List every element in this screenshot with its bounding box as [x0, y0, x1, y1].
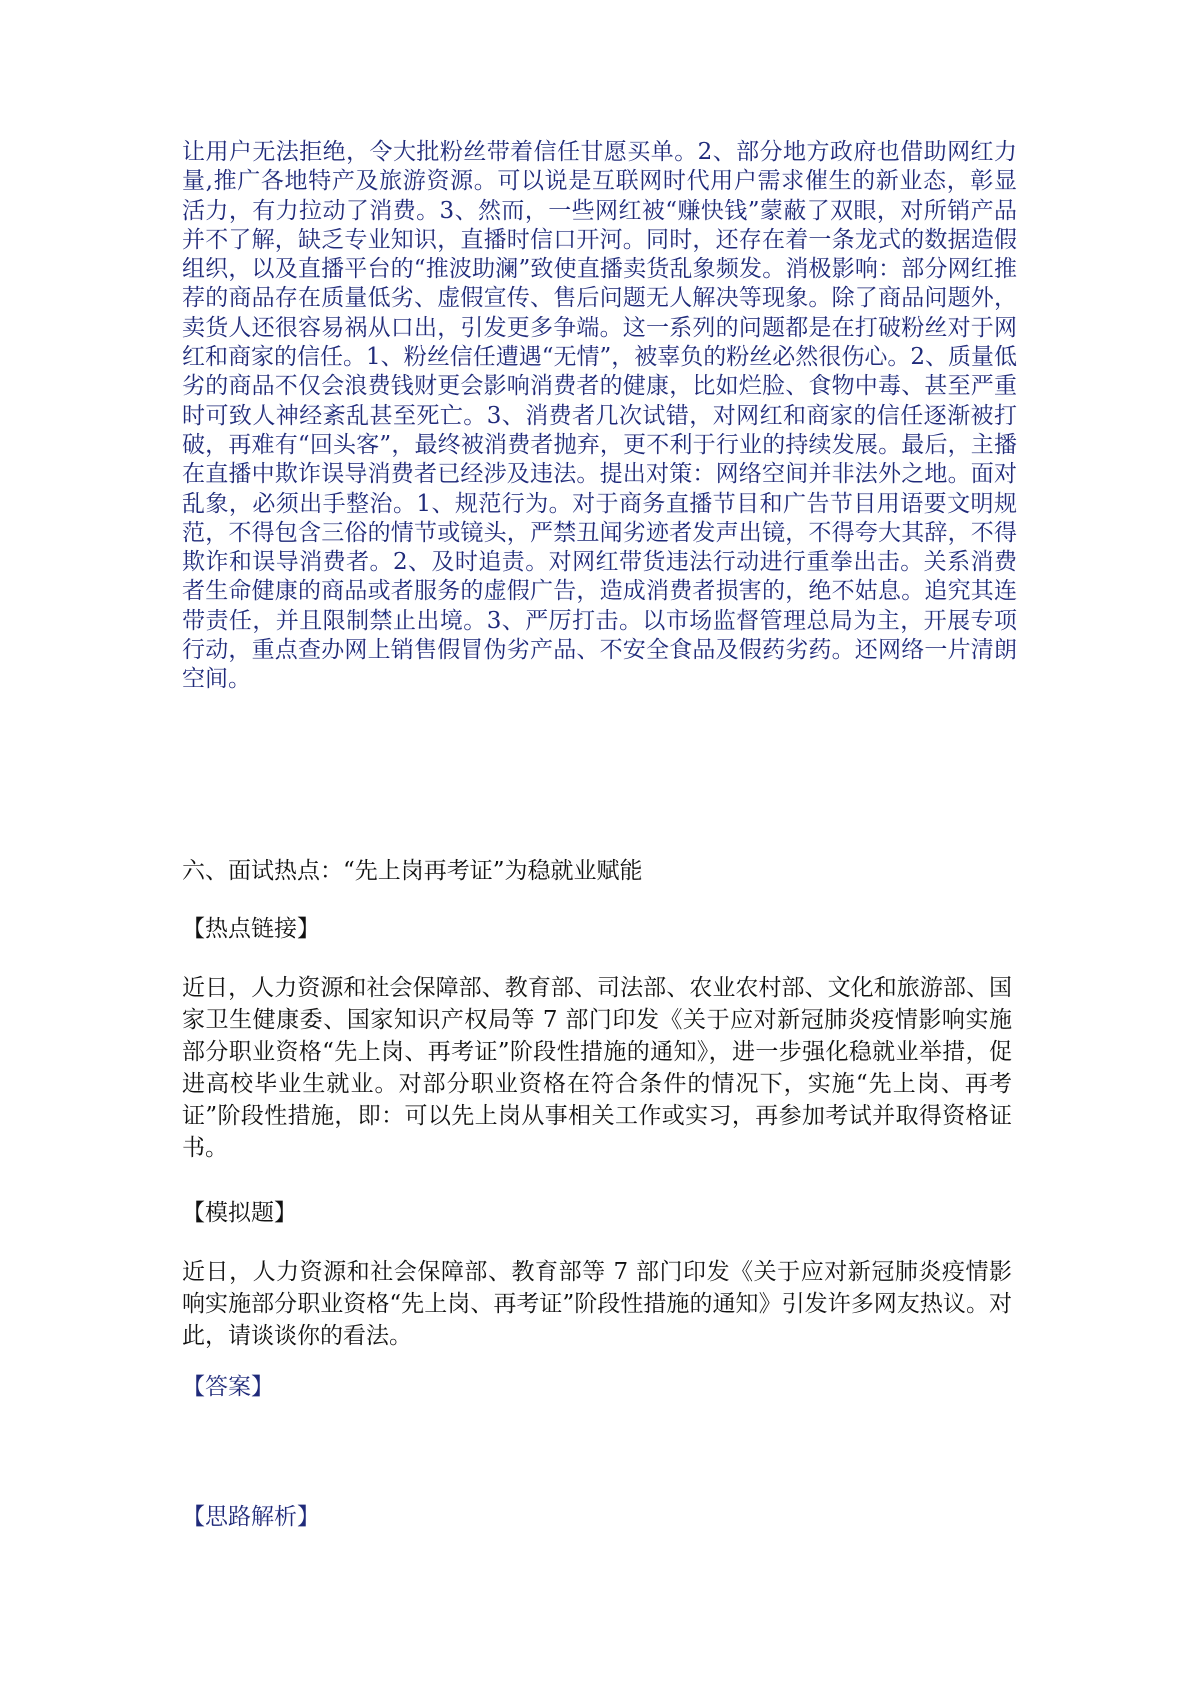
analysis-label: 【思路解析】	[182, 1504, 320, 1530]
hot-link-paragraph: 近日，人力资源和社会保障部、教育部、司法部、农业农村部、文化和旅游部、国家卫生健康委、国家知识产权局等 7 部门印发《关于应对新冠肺炎疫情影响实施部分职业资格“先上岗、再考证”阶段性措施的通知》，进一步强化稳就业举措，促进高校毕业生就业。对部分职业资格在符合条件的情况下，实施“先上岗、再考证”阶段性措施，即：可以先上岗从事相关工作或实习，再参加考试并取得资格证书。	[182, 975, 1012, 1161]
answer-label: 【答案】	[182, 1374, 274, 1400]
mock-question-label: 【模拟题】	[182, 1200, 297, 1226]
hot-link-label: 【热点链接】	[182, 916, 320, 942]
answer-continuation-paragraph: 让用户无法拒绝，令大批粉丝带着信任甘愿买单。2、部分地方政府也借助网红力量,推广各地特产及旅游资源。可以说是互联网时代用户需求催生的新业态，彰显活力，有力拉动了消费。3、然而，一些网红被“赚快钱”蒙蔽了双眼，对所销产品并不了解，缺乏专业知识，直播时信口开河。同时，还存在着一条龙式的数据造假组织，以及直播平台的“推波助澜”致使直播卖货乱象频发。消极影响：部分网红推荐的商品存在质量低劣、虚假宣传、售后问题无人解决等现象。除了商品问题外，卖货人还很容易祸从口出，引发更多争端。这一系列的问题都是在打破粉丝对于网红和商家的信任。1、粉丝信任遭遇“无情”，被辜负的粉丝必然很伤心。2、质量低劣的商品不仅会浪费钱财更会影响消费者的健康，比如烂脸、食物中毒、甚至严重时可致人神经紊乱甚至死亡。3、消费者几次试错，对网红和商家的信任逐渐被打破，再难有“回头客”，最终被消费者抛弃，更不利于行业的持续发展。最后，主播在直播中欺诈误导消费者已经涉及违法。提出对策：网络空间并非法外之地。面对乱象，必须出手整治。1、规范行为。对于商务直播节目和广告节目用语要文明规范，不得包含三俗的情节或镜头，严禁丑闻劣迹者发声出镜，不得夸大其辞，不得欺诈和误导消费者。2、及时追责。对网红带货违法行动进行重拳出击。关系消费者生命健康的商品或者服务的虚假广告，造成消费者损害的，绝不姑息。追究其连带责任，并且限制禁止出境。3、严厉打击。以市场监督管理总局为主，开展专项行动，重点查办网上销售假冒伪劣产品、不安全食品及假药劣药。还网络一片清朗空间。	[182, 139, 1017, 693]
mock-question-paragraph: 近日，人力资源和社会保障部、教育部等 7 部门印发《关于应对新冠肺炎疫情影响实施部分职业资格“先上岗、再考证”阶段性措施的通知》引发许多网友热议。对此，请谈谈你的看法。	[182, 1259, 1012, 1349]
section-title: 六、面试热点：“先上岗再考证”为稳就业赋能	[182, 858, 643, 884]
